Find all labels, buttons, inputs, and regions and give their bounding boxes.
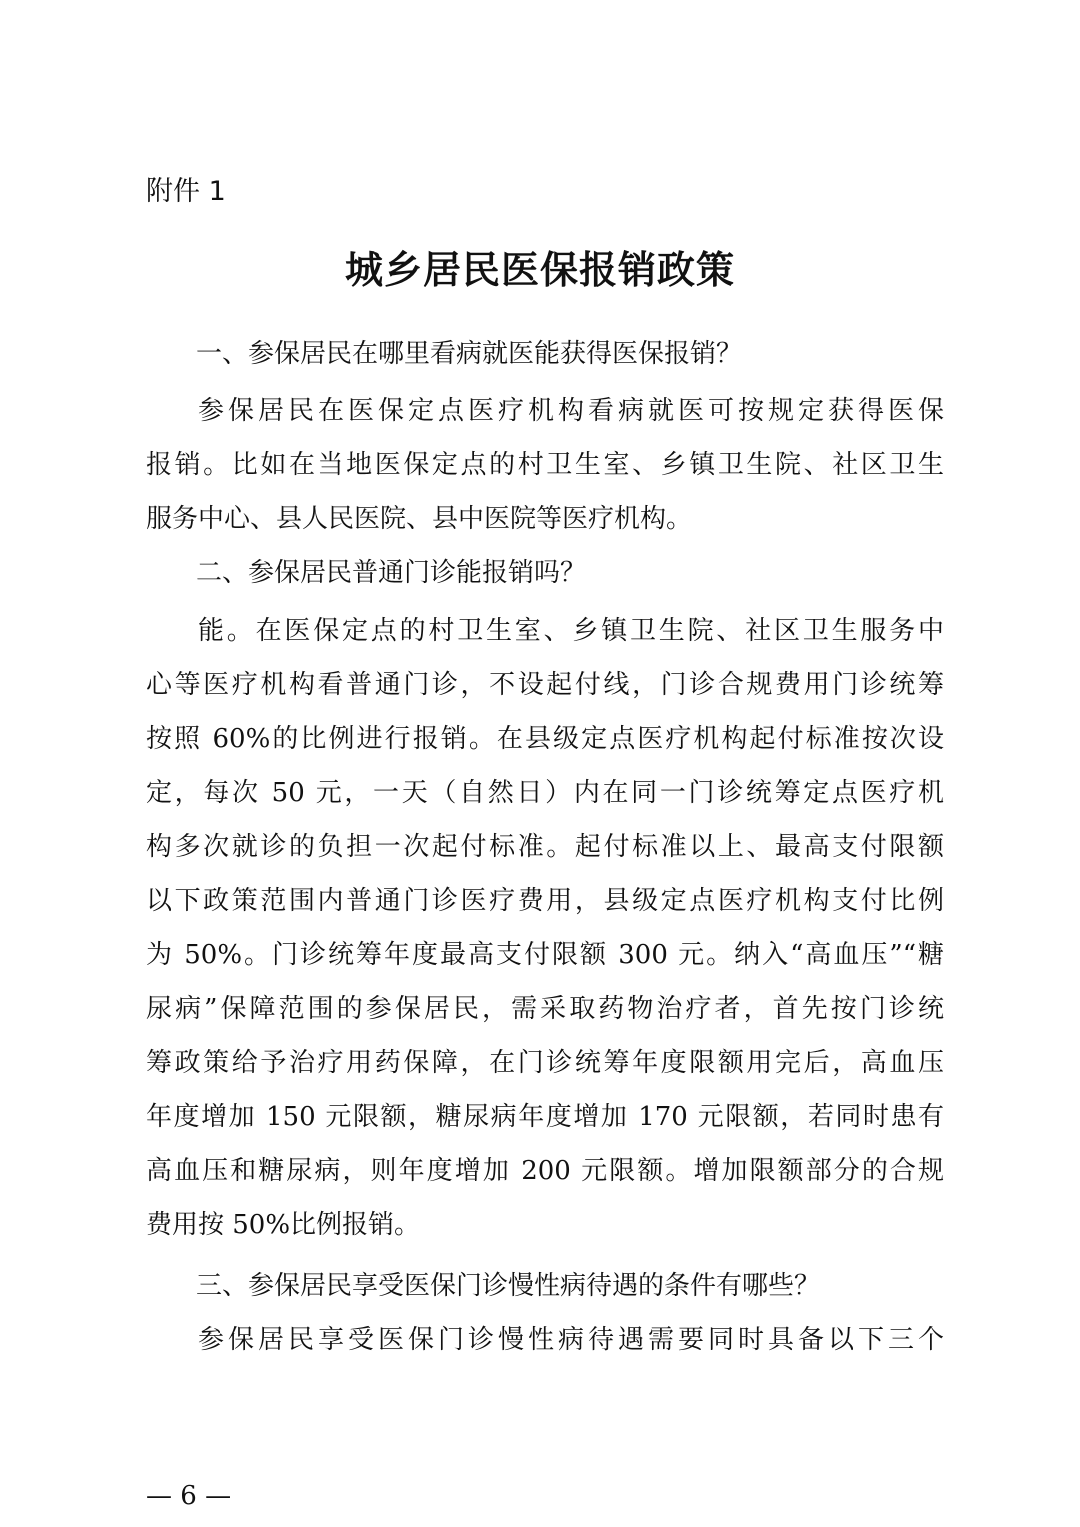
paragraph-line: 参保居民享受医保门诊慢性病待遇需要同时具备以下三个: [198, 1325, 944, 1355]
section-3-heading: 三、参保居民享受医保门诊慢性病待遇的条件有哪些？: [196, 1271, 821, 1301]
paragraph-line: 构多次就诊的负担一次起付标准。起付标准以上、最高支付限额: [146, 832, 944, 862]
paragraph-line: 为 50%。门诊统筹年度最高支付限额 300 元。纳入“高血压”“糖: [146, 940, 944, 970]
paragraph-line: 报销。比如在当地医保定点的村卫生室、乡镇卫生院、社区卫生: [146, 450, 944, 480]
section-1-paragraph: [146, 384, 944, 546]
paragraph-line: 能。在医保定点的村卫生室、乡镇卫生院、社区卫生服务中: [198, 616, 944, 646]
attachment-label: 附件 1: [146, 176, 226, 207]
paragraph-line: 按照 60%的比例进行报销。在县级定点医疗机构起付标准按次设: [146, 724, 944, 754]
section-2-paragraph: [146, 604, 944, 1252]
paragraph-line: 定，每次 50 元，一天（自然日）内在同一门诊统筹定点医疗机: [146, 778, 944, 808]
page-number: — 6 —: [146, 1481, 232, 1511]
paragraph-line: 筹政策给予治疗用药保障，在门诊统筹年度限额用完后，高血压: [146, 1048, 944, 1078]
paragraph-line: 高血压和糖尿病，则年度增加 200 元限额。增加限额部分的合规: [146, 1156, 944, 1186]
paragraph-line: 参保居民在医保定点医疗机构看病就医可按规定获得医保: [198, 396, 944, 426]
paragraph-line: 以下政策范围内普通门诊医疗费用，县级定点医疗机构支付比例: [146, 886, 944, 916]
section-3-paragraph: [146, 1313, 944, 1367]
paragraph-line: 费用按 50%比例报销。: [146, 1210, 421, 1240]
paragraph-line: 尿病”保障范围的参保居民，需采取药物治疗者，首先按门诊统: [146, 994, 944, 1024]
page-title: 城乡居民医保报销政策: [344, 247, 735, 292]
paragraph-line: 心等医疗机构看普通门诊，不设起付线，门诊合规费用门诊统筹: [146, 670, 944, 700]
section-2-heading: 二、参保居民普通门诊能报销吗？: [196, 558, 587, 588]
paragraph-line: 服务中心、县人民医院、县中医院等医疗机构。: [146, 504, 693, 534]
section-1-heading: 一、参保居民在哪里看病就医能获得医保报销？: [196, 339, 743, 369]
paragraph-line: 年度增加 150 元限额，糖尿病年度增加 170 元限额，若同时患有: [146, 1102, 944, 1132]
